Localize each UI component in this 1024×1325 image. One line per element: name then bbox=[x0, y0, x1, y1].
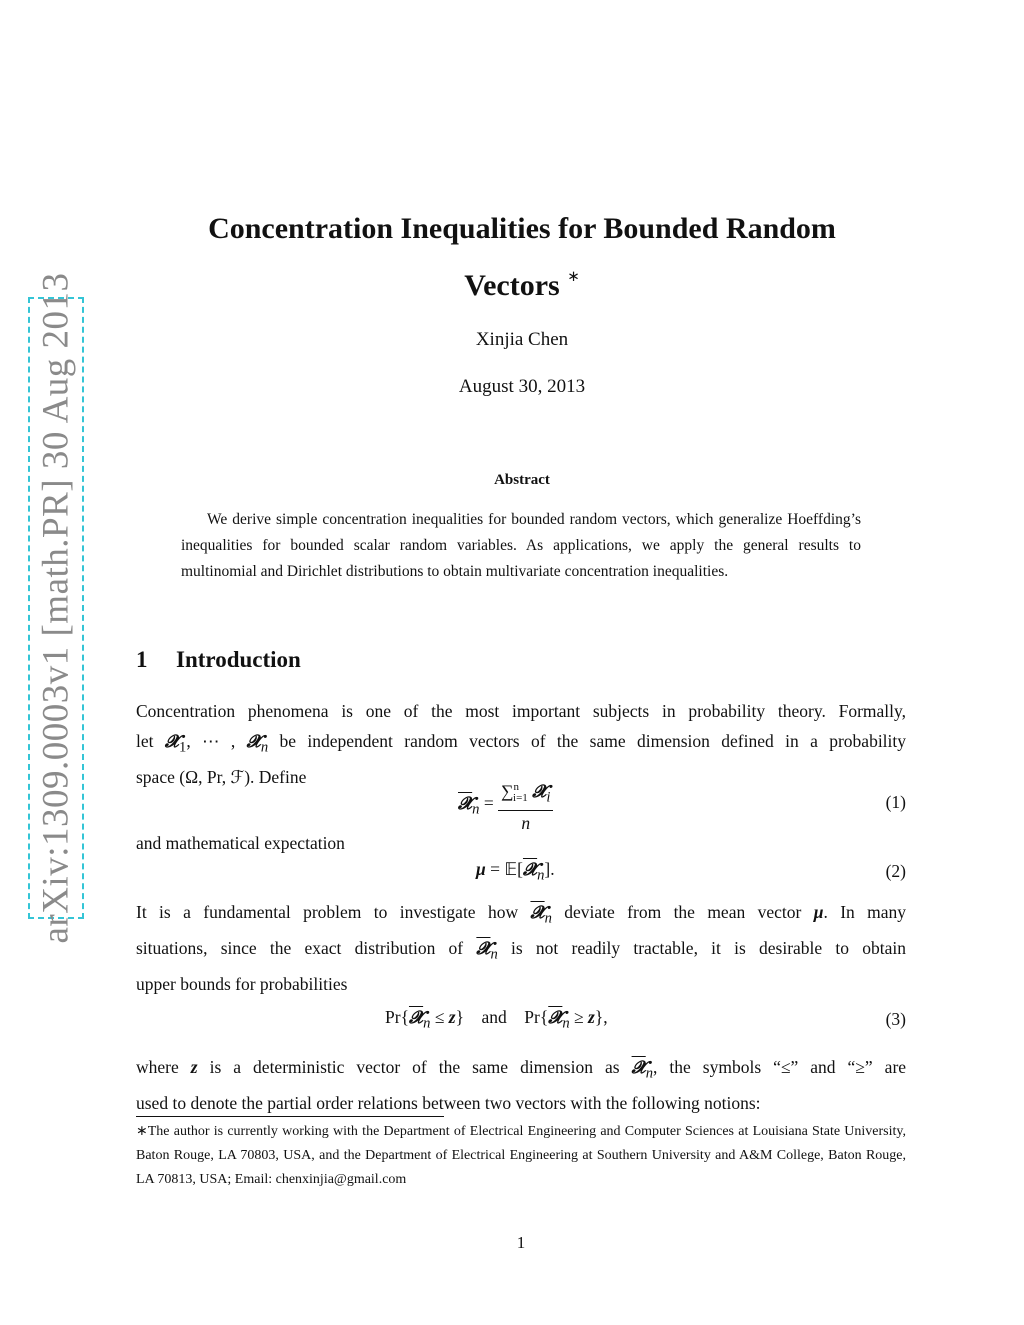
p4-line-2: used to denote the partial order relations between two vectors with the following notions: bbox=[136, 1093, 761, 1113]
intro-paragraph-4 bbox=[136, 1053, 906, 1119]
footnote-rule bbox=[136, 1116, 444, 1117]
title-line-2 bbox=[136, 253, 908, 310]
intro-paragraph-3 bbox=[136, 898, 906, 1000]
equation-3: Pr{𝓧$_n$ ≤ z} and Pr{𝓧$_n$ ≥ z}, bbox=[385, 1007, 608, 1032]
equation-1-fraction: $\frac{\sum^n_{i=1} 𝓧_i}{n}$ bbox=[498, 777, 553, 833]
p1-line-3: space (Ω, Pr, ℱ). Define bbox=[136, 766, 307, 787]
author: Xinjia Chen bbox=[475, 329, 569, 350]
equation-1: 𝓧$_n$ = $\frac{\sum^n_{i=1} 𝓧_i}{n}$ bbox=[458, 777, 553, 833]
intro-paragraph-2: and mathematical expectation bbox=[136, 833, 345, 853]
title-line-1: Concentration Inequalities for Bounded Random bbox=[208, 212, 836, 245]
arxiv-stamp-text: arXiv:1309.0003v1 [math.PR] 30 Aug 2013 bbox=[35, 272, 77, 944]
p4-line-1: where z is a deterministic vector of the same dimension as 𝓧$_n$, the symbols “≤” and “≥” are bbox=[136, 1057, 907, 1082]
equation-1-number: (1) bbox=[885, 792, 906, 812]
date: August 30, 2013 bbox=[458, 376, 586, 397]
paper-title bbox=[136, 205, 908, 310]
p3-line-3: upper bounds for probabilities bbox=[136, 974, 348, 994]
section-number: 1 bbox=[136, 647, 148, 672]
title-footnote-mark: ∗ bbox=[567, 269, 580, 285]
section-title: Introduction bbox=[176, 647, 301, 672]
footnote: ∗The author is currently working with the Department of Electrical Engineering and Computer Sciences at Louisiana State University, Baton Rouge, LA 70803, USA, and the Department of Electrical Engineering at Southern University and A&M College, Baton Rouge, LA 70813, USA; Email: chenxinjia@gmail.com bbox=[136, 1124, 906, 1187]
space-notation: (Ω, Pr, ℱ). bbox=[179, 766, 255, 787]
page-number: 1 bbox=[516, 1233, 526, 1252]
p1-line-1: Concentration phenomena is one of the most important subjects in probability theory. Formally, bbox=[136, 701, 906, 721]
p1-line-2: let 𝓧$_1$, ⋯ , 𝓧$_n$ be independent random vectors of the same dimension defined in a probability bbox=[136, 730, 907, 755]
p3-line-2: situations, since the exact distribution of 𝓧$_n$ is not readily tractable, it is desirable to obtain bbox=[136, 938, 906, 963]
equation-3-number: (3) bbox=[885, 1009, 906, 1029]
equation-2: μ = 𝔼[𝓧$_n$]. bbox=[476, 859, 555, 884]
abstract-body: We derive simple concentration inequalities for bounded random vectors, which generalize Hoeffding’s inequalities for bounded scalar random variables. As applications, we apply the general results to multinomial and Dirichlet distributions to obtain multivariate concentration inequalities. bbox=[181, 511, 861, 580]
abstract-heading: Abstract bbox=[494, 472, 550, 488]
arxiv-stamp bbox=[28, 272, 84, 944]
title-line-2-text: Vectors bbox=[464, 269, 560, 302]
equation-2-number: (2) bbox=[885, 861, 906, 881]
p3-line-1: It is a fundamental problem to investigate how 𝓧$_n$ deviate from the mean vector μ. In many bbox=[136, 902, 907, 927]
